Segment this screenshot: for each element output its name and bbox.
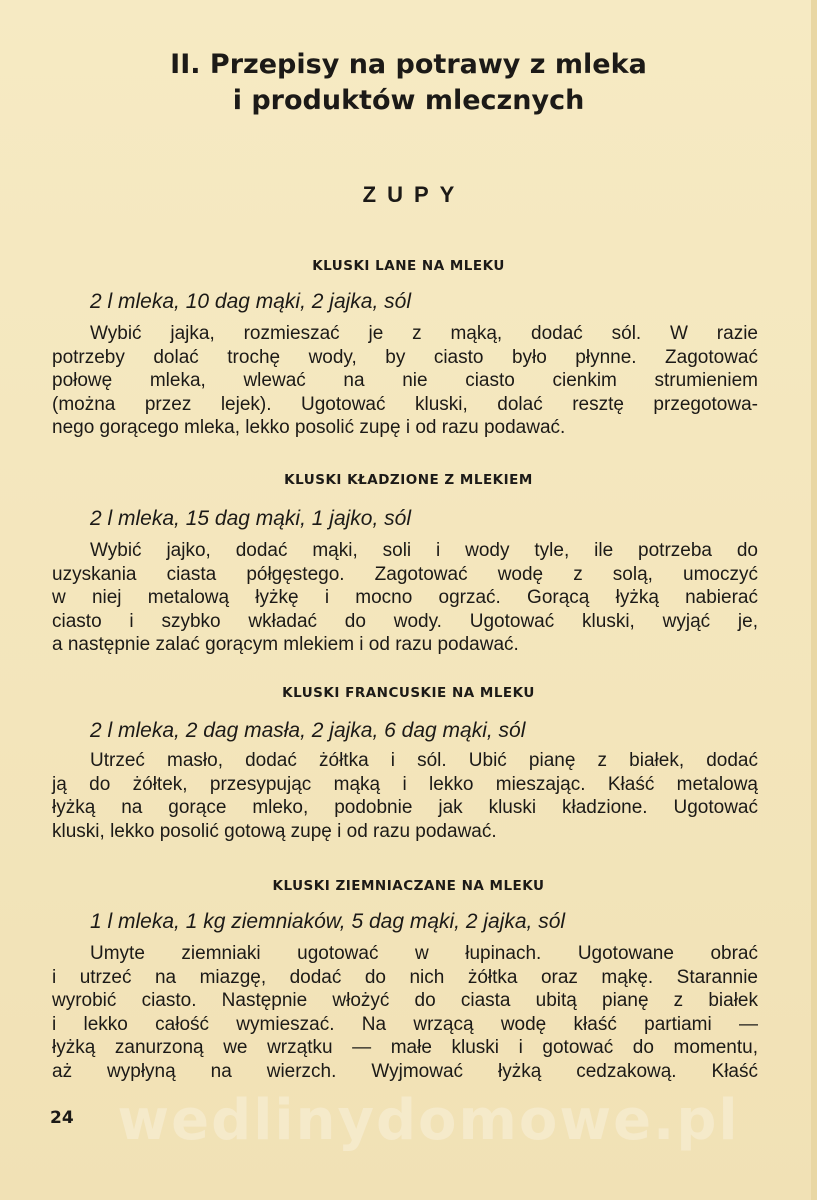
text-line: uzyskania ciasta półgęstego. Zagotować wodę z solą, umoczyć: [52, 563, 758, 585]
text-line: nego gorącego mleka, lekko posolić zupę i od razu podawać.: [52, 417, 566, 439]
text-line: ciasto i szybko wkładać do wody. Ugotować kluski, wyjąć je,: [52, 610, 758, 632]
text-line: ją do żółtek, przesypując mąką i lekko mieszając. Kłaść metalową: [52, 773, 758, 795]
recipe-instructions: [52, 942, 758, 1084]
recipe-title: KLUSKI ZIEMNIACZANE NA MLEKU: [272, 878, 545, 894]
watermark: wedlinydomowe.pl: [117, 1088, 740, 1153]
recipe-ingredients: 1 l mleka, 1 kg ziemniaków, 5 dag mąki, 2 jajka, sól: [90, 910, 566, 933]
text-line: i utrzeć na miazgę, dodać do nich żółtka oraz mąkę. Starannie: [52, 966, 758, 988]
text-line: łyżką na gorące mleko, podobnie jak kluski kładzione. Ugotować: [52, 797, 758, 819]
text-line: a następnie zalać gorącym mlekiem i od razu podawać.: [52, 634, 519, 656]
recipe-ingredients: 2 l mleka, 10 dag mąki, 2 jajka, sól: [90, 290, 411, 313]
chapter-title-line1: II. Przepisy na potrawy z mleka: [170, 49, 647, 80]
text-line: i lekko całość wymieszać. Na wrzącą wodę kłaść partiami —: [52, 1013, 758, 1035]
text-line: połowę mleka, wlewać na nie ciasto cienkim strumieniem: [52, 370, 758, 392]
text-line: (można przez lejek). Ugotować kluski, dolać resztę przegotowa-: [52, 393, 758, 415]
section-title: ZUPY: [362, 182, 466, 207]
recipe-ingredients: 2 l mleka, 2 dag masła, 2 jajka, 6 dag mąki, sól: [90, 719, 526, 742]
recipe-ingredients: 2 l mleka, 15 dag mąki, 1 jajko, sól: [90, 507, 411, 530]
text-line: aż wypłyną na wierzch. Wyjmować łyżką cedzakową. Kłaść: [52, 1060, 758, 1082]
page-edge: [811, 0, 817, 1200]
text-line: łyżką zanurzoną we wrzątku — małe kluski i gotować do momentu,: [52, 1037, 758, 1059]
text-line: kluski, lekko posolić gotową zupę i od razu podawać.: [52, 820, 497, 842]
recipe-title: KLUSKI LANE NA MLEKU: [312, 258, 505, 274]
chapter-title-line2: i produktów mlecznych: [232, 85, 585, 116]
text-line: wyrobić ciasto. Następnie włożyć do ciasta ubitą pianę z białek: [52, 990, 758, 1012]
text-line: Wybić jajka, rozmieszać je z mąką, dodać sól. W razie: [90, 323, 758, 344]
text-line: Wybić jajko, dodać mąki, soli i wody tyle, ile potrzeba do: [90, 540, 758, 561]
recipe-title: KLUSKI FRANCUSKIE NA MLEKU: [282, 685, 535, 701]
recipe-instructions: [52, 749, 758, 843]
text-line: Umyte ziemniaki ugotować w łupinach. Ugotowane obrać: [90, 943, 758, 964]
page-number: 24: [50, 1108, 74, 1128]
recipe-instructions: [52, 322, 758, 440]
recipe-title: KLUSKI KŁADZIONE Z MLEKIEM: [284, 472, 533, 488]
recipe-instructions: [52, 539, 758, 657]
text-line: potrzeby dolać trochę wody, by ciasto było płynne. Zagotować: [52, 346, 758, 368]
text-line: w niej metalową łyżkę i mocno ogrzać. Gorącą łyżką nabierać: [52, 587, 758, 609]
text-line: Utrzeć masło, dodać żółtka i sól. Ubić pianę z białek, dodać: [90, 750, 758, 771]
